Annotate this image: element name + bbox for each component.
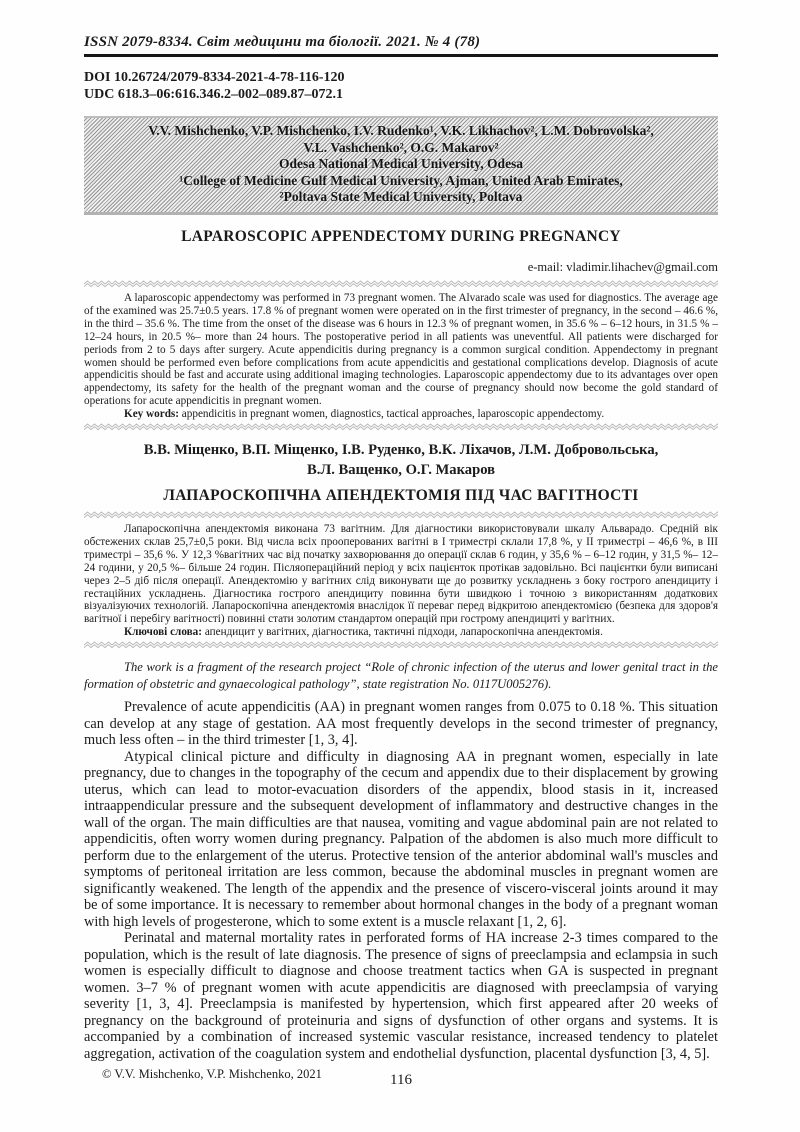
abstract-uk-text: Лапароскопічна апендектомія виконана 73 вагітним. Для діагностики використовували шкалу Альварадо. Средній вік обстежених склав 25,7±0,5 роки. Від числа всіх прооперованих вагітні в І триместрі склали 17,8 %, у ІІ триместрі – 46,6 %, в ІІІ триместрі – 35,6 %. У 12,3 %вагітних час від початку захворювання до операції склав 6 годин, у 35,6 % – 6–12 годин, у 31,5 %– 12–24 години, у 20,5 %– більше 24 годин. Післяопераційний період у всіх пацієнток протікав задовільно. Всі пацієнтки були виписані через 2–5 діб після операції. Апендектомію у вагітних слід виконувати ще до розвитку ускладнень з боку гострого апендициту і гестаційних ускладнень. Діагностика гострого апендициту повинна бути швидкою і точною з використанням додаткових візуалізуючих технологій. Лапароскопічна апендектомія внаслідок її переваг перед відкритою апендектомією (безпека для здоров'я вагітної і перебігу вагітності) повинні стати золотим стандартом операцій при гострому апендициті у вагітних. [84, 523, 718, 626]
abstract-uk [84, 523, 718, 639]
affiliation-line: ¹College of Medicine Gulf Medical University, Ajman, United Arab Emirates, [179, 172, 623, 188]
copyright-line: © V.V. Mishchenko, V.P. Mishchenko, 2021 [102, 1067, 322, 1082]
page-number: 116 [390, 1072, 412, 1089]
zigzag-divider [84, 423, 718, 432]
article-body [84, 699, 718, 1062]
abstract-en-text: A laparoscopic appendectomy was performed in 73 pregnant women. The Alvarado scale was used for diagnostics. The average age of the examined was 25.7±0.5 years. 17.8 % of pregnant women were operated on in the first trimester of pregnancy, in the second – 46.6 %, in the third – 35.6 %. The time from the onset of the disease was 6 hours in 12.3 % of pregnant women, in 35.6 % – 6–12 hours, in 31.5 % – 12–24 hours, in 20.5 %– more than 24 hours. The postoperative period in all patients was uneventful. All patients were discharged for periods from 2 to 5 days after surgery. Acute appendicitis during pregnancy is a common surgical condition. Appendectomy in pregnant women should be performed even before complications from acute appendicitis and gestational complications develop. Diagnosis of acute appendicitis should be fast and accurate using additional imaging technologies. Laparoscopic appendectomy due to its advantages over open appendectomy, its safety for the health of the pregnant woman and the course of pregnancy should now become the gold standard of operations for acute appendicitis in pregnant women. [84, 291, 718, 408]
zigzag-divider [84, 280, 718, 289]
affiliation-line: ²Poltava State Medical University, Poltava [279, 189, 523, 205]
article-title-en: LAPAROSCOPIC APPENDECTOMY DURING PREGNANCY [181, 227, 621, 245]
body-paragraph: Perinatal and maternal mortality rates in perforated forms of HA increase 2-3 times compared to the population, which is the result of late diagnosis. The presence of signs of preeclampsia and eclampsia in such women is especially difficult to diagnose and choose treatment tactics when GA is suspected in pregnant women. 3–7 % of pregnant women with acute appendicitis are diagnosed with preeclampsia of varying severity [1, 3, 4]. Preeclampsia is manifested by hypertension, which first appeared after 20 weeks of pregnancy on the background of proteinuria and signs of dysfunction of other organs and systems. It is accompanied by a combination of increased systemic vascular resistance, increased tendency to platelet aggregation, activation of the coagulation system and endothelial dysfunction, placental dysfunction [3, 4, 5]. [84, 930, 718, 1062]
journal-issn-header: ISSN 2079-8334. Світ медицини та біології. 2021. № 4 (78) [84, 34, 718, 57]
zigzag-divider [84, 511, 718, 520]
article-title-uk: ЛАПАРОСКОПІЧНА АПЕНДЕКТОМІЯ ПІД ЧАС ВАГІТНОСТІ [163, 487, 639, 505]
body-paragraph: Prevalence of acute appendicitis (AA) in pregnant women ranges from 0.075 to 0.18 %. This situation can develop at any stage of gestation. AA most frequently develops in the second trimester of pregnancy, much less often – in the third trimester [1, 3, 4]. [84, 699, 718, 749]
zigzag-divider [84, 641, 718, 650]
page-footer [84, 1067, 718, 1093]
research-project-note: The work is a fragment of the research project “Role of chronic infection of the uterus and lower genital tract in the formation of obstetric and gynaecological pathology”, state registration No. 0117U005276). [84, 660, 718, 691]
authors-uk-line2: В.Л. Ващенко, О.Г. Макаров [306, 461, 496, 478]
keywords-en-label: Key words: [124, 408, 179, 421]
authors-affiliations-block [84, 116, 718, 215]
email-line: e-mail: vladimir.lihachev@gmail.com [527, 259, 718, 274]
affiliation-line: Odesa National Medical University, Odesa [278, 156, 524, 172]
keywords-en-text: appendicitis in pregnant women, diagnostics, tactical approaches, laparoscopic appendectomy. [179, 408, 605, 421]
abstract-en [84, 292, 718, 421]
authors-line: V.V. Mishchenko, V.P. Mishchenko, I.V. Rudenko¹, V.K. Likhachov², L.M. Dobrovolska², [148, 123, 654, 138]
doi-line: DOI 10.26724/2079-8334-2021-4-78-116-120 [84, 70, 345, 85]
authors-line: V.L. Vashchenko², O.G. Makarov² [303, 139, 499, 155]
keywords-uk [84, 626, 718, 639]
udc-line: UDC 618.3–06:616.346.2–002–089.87–072.1 [84, 87, 343, 102]
keywords-en [84, 408, 718, 421]
authors-uk-line1: В.В. Міщенко, В.П. Міщенко, І.В. Руденко, В.К. Ліхачов, Л.М. Добровольська, [143, 442, 659, 459]
body-paragraph: Atypical clinical picture and difficulty in diagnosing AA in pregnant women, especially in late pregnancy, due to changes in the topography of the cecum and appendix due to their displacement by growing uterus, which can lead to motor-evacuation disorders of the appendix, blood stasis in it, increased intraappendicular pressure and the subsequent development of inflammatory and destructive changes in the wall of the organ. The main difficulties are that nausea, vomiting and vague abdominal pain are not related to appendicitis, often worry women during pregnancy. Palpation of the abdomen is also much more difficult to perform due to the enlargement of the uterus. Protective tension of the anterior abdominal wall's muscles and symptoms of peritoneal irritation are less common, because the abdominal muscles in pregnant women are significantly weakened. The length of the appendix and the presence of viscero-visceral joints around it may be of some importance. It is necessary to remember about hormonal changes in the body of a pregnant woman with high levels of progesterone, which to some extent is a muscle relaxant [1, 2, 6]. [84, 748, 718, 930]
authors-uk [84, 441, 718, 480]
keywords-uk-text: апендицит у вагітних, діагностика, тактичні підходи, лапароскопічна апендектомія. [202, 626, 603, 639]
keywords-uk-label: Ключові слова: [124, 626, 203, 639]
doi-udc-block [84, 69, 718, 103]
